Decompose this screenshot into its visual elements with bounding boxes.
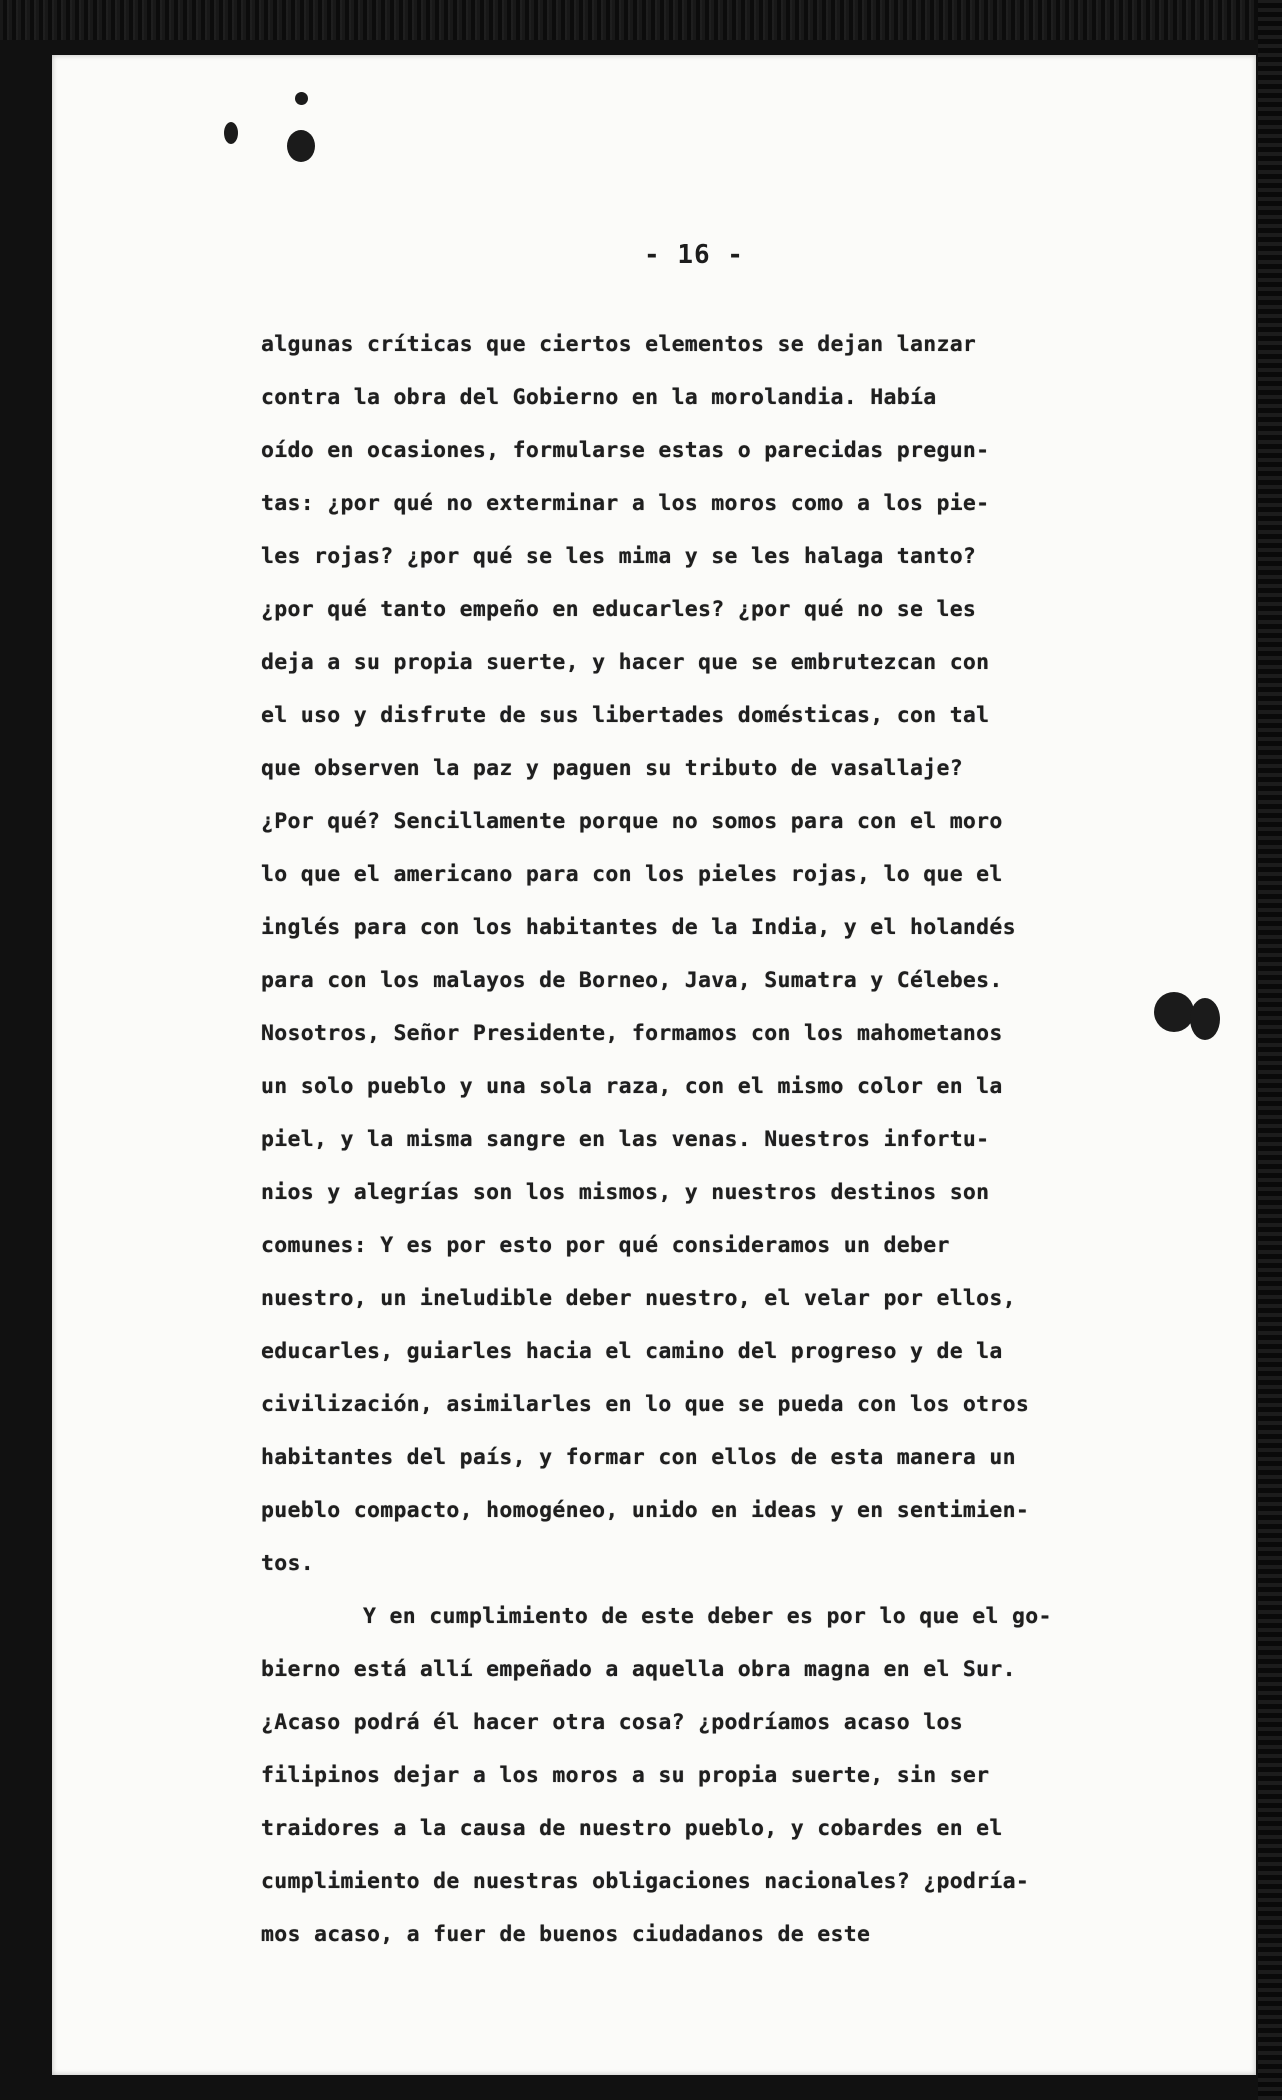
paragraph-start-line: Y en cumplimiento de este deber es por lo que el go- <box>363 1604 1052 1629</box>
ink-blot-hole-bottom <box>287 130 315 162</box>
text-line: habitantes del país, y formar con ellos de esta manera un <box>261 1445 1016 1470</box>
text-line: contra la obra del Gobierno en la morolandia. Había <box>261 385 937 410</box>
text-line: Nosotros, Señor Presidente, formamos con los mahometanos <box>261 1021 1003 1046</box>
text-line: deja a su propia suerte, y hacer que se embrutezcan con <box>261 650 990 675</box>
text-line: nios y alegrías son los mismos, y nuestros destinos son <box>261 1180 990 1205</box>
text-line: para con los malayos de Borneo, Java, Sumatra y Célebes. <box>261 968 1003 993</box>
text-line: oído en ocasiones, formularse estas o parecidas pregun- <box>261 438 990 463</box>
text-line: cumplimiento de nuestras obligaciones nacionales? ¿podría- <box>261 1869 1030 1894</box>
text-line: bierno está allí empeñado a aquella obra magna en el Sur. <box>261 1657 1016 1682</box>
text-line: ¿Por qué? Sencillamente porque no somos para con el moro <box>261 809 1003 834</box>
text-line: les rojas? ¿por qué se les mima y se les halaga tanto? <box>261 544 977 569</box>
text-line: ¿por qué tanto empeño en educarles? ¿por qué no se les <box>261 597 977 622</box>
ink-blot-left <box>224 122 238 144</box>
text-line: piel, y la misma sangre en las venas. Nuestros infortu- <box>261 1127 990 1152</box>
scan-edge-top <box>0 0 1282 40</box>
text-line: tas: ¿por qué no exterminar a los moros como a los pie- <box>261 491 990 516</box>
text-line: un solo pueblo y una sola raza, con el mismo color en la <box>261 1074 1003 1099</box>
text-line: mos acaso, a fuer de buenos ciudadanos de este <box>261 1922 871 1947</box>
page-number: - 16 - <box>644 240 744 270</box>
text-line: filipinos dejar a los moros a su propia suerte, sin ser <box>261 1763 990 1788</box>
text-line: civilización, asimilarles en lo que se pueda con los otros <box>261 1392 1030 1417</box>
ink-blot-margin-right-2 <box>1190 998 1220 1040</box>
text-line: nuestro, un ineludible deber nuestro, el velar por ellos, <box>261 1286 1016 1311</box>
text-line: inglés para con los habitantes de la India, y el holandés <box>261 915 1016 940</box>
body-text <box>261 318 1161 1961</box>
text-line: ¿Acaso podrá él hacer otra cosa? ¿podríamos acaso los <box>261 1710 963 1735</box>
text-line: el uso y disfrute de sus libertades domésticas, con tal <box>261 703 990 728</box>
text-line: comunes: Y es por esto por qué consideramos un deber <box>261 1233 950 1258</box>
text-line: algunas críticas que ciertos elementos se dejan lanzar <box>261 332 977 357</box>
text-line: pueblo compacto, homogéneo, unido en ideas y en sentimien- <box>261 1498 1030 1523</box>
ink-blot-hole-top <box>295 92 308 105</box>
text-line: lo que el americano para con los pieles rojas, lo que el <box>261 862 1003 887</box>
text-line: que observen la paz y paguen su tributo de vasallaje? <box>261 756 963 781</box>
text-line: traidores a la causa de nuestro pueblo, y cobardes en el <box>261 1816 1003 1841</box>
scan-edge-right <box>1258 0 1282 2100</box>
text-line: tos. <box>261 1551 314 1576</box>
text-line: educarles, guiarles hacia el camino del progreso y de la <box>261 1339 1003 1364</box>
